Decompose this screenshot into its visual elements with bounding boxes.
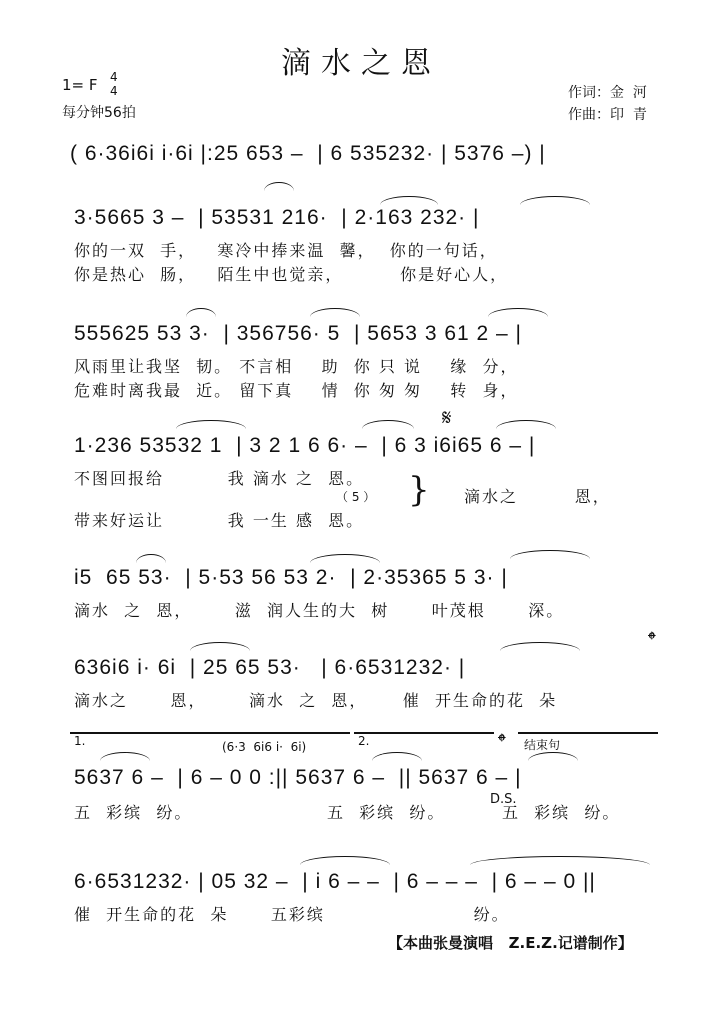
score-row-2-lyrics-2: 你是热心 肠， 陌生中也觉亲， 你是好心人， xyxy=(74,265,509,284)
score-row-1-notes: ( 6·36i6i i·6i |:25 653 – | 6 535232· | 5376 –) | xyxy=(70,142,546,165)
slur xyxy=(362,420,414,429)
slur xyxy=(510,550,590,559)
coda-symbol-bottom: 𝄌 xyxy=(498,730,506,755)
score-row-5-lyrics-1: 滴水 之 恩， 滋 润人生的大 树 叶茂根 深。 xyxy=(74,601,565,620)
composer: 作曲：印 青 xyxy=(568,107,647,123)
slur xyxy=(176,420,246,429)
score-row-4-aside-lyric: 滴水之 恩， xyxy=(464,487,611,506)
score-row-3-notes: 555625 53 3· | 356756· 5 | 5653 3 61 2 – | xyxy=(74,322,523,345)
slur xyxy=(500,642,580,651)
score-row-8-lyrics-1: 催 开生命的花 朵 五彩缤 纷。 xyxy=(74,905,510,924)
key-signature: 1= F xyxy=(62,76,98,94)
score-row-3-lyrics-1: 风雨里让我坚 韧。 不言相 助 你 只 说 缘 分， xyxy=(74,357,519,376)
time-signature-top: 4 xyxy=(110,70,118,84)
score-row-4-lyrics-1: 不图回报给 我 滴水 之 恩。 xyxy=(74,469,365,488)
score-row-8-notes: 6·6531232· | 05 32 – | i 6 – – | 6 – – – | 6 – – 0 || xyxy=(74,870,596,893)
ds-marking: D.S. xyxy=(490,792,517,807)
score-row-6-lyrics-1: 滴水之 恩， 滴水 之 恩， 催 开生命的花 朵 xyxy=(74,691,558,710)
coda-symbol-top: 𝄌 xyxy=(648,628,656,653)
score-row-4-notes: 1·236 53532 1 | 3 2 1 6 6· – | 6 3 i6i65 6 – | xyxy=(74,434,536,457)
volta-2-line xyxy=(354,732,494,734)
credit-footer: 【本曲张曼演唱 Z.E.Z.记谱制作】 xyxy=(388,934,633,952)
slur xyxy=(310,554,380,563)
volta-1-line xyxy=(70,732,350,734)
slur xyxy=(372,752,422,761)
slur xyxy=(380,196,438,205)
lyricist: 作词：金 河 xyxy=(568,85,647,101)
slur xyxy=(186,308,216,317)
ending-line xyxy=(518,732,658,734)
ending-label: 结束句 xyxy=(524,738,561,752)
brace: } xyxy=(408,470,430,510)
slur xyxy=(136,554,166,563)
score-row-2-lyrics-1: 你的一双 手， 寒冷中捧来温 馨， 你的一句话， xyxy=(74,241,498,260)
slur xyxy=(310,308,360,317)
slur xyxy=(264,182,294,191)
tempo: 每分钟56拍 xyxy=(62,105,136,121)
score-row-4-lyrics-2: 带来好运让 我 一生 感 恩。 xyxy=(74,511,365,530)
volta-2-label: 2. xyxy=(358,734,370,748)
time-signature-bottom: 4 xyxy=(110,84,118,98)
score-row-7-lyrics-1: 五 彩缤 纷。 五 彩缤 纷。 五 彩缤 纷。 xyxy=(74,803,621,822)
volta-1-label: 1. xyxy=(74,734,86,748)
score-row-6-notes: 636i6 i· 6i | 25 65 53· | 6·6531232· | xyxy=(74,656,466,679)
slur xyxy=(300,856,390,865)
slur xyxy=(190,642,250,651)
score-row-3-lyrics-2: 危难时离我最 近。 留下真 情 你 匆 匆 转 身， xyxy=(74,381,519,400)
song-title: 滴水之恩 xyxy=(281,46,441,81)
slur xyxy=(520,196,590,205)
slur xyxy=(100,752,150,761)
slur xyxy=(528,752,578,761)
slur xyxy=(488,308,548,317)
slur xyxy=(496,420,556,429)
score-row-7-notes: 5637 6 – | 6 – 0 0 :|| 5637 6 – || 5637 6 – | xyxy=(74,766,522,789)
slur xyxy=(470,856,650,865)
score-row-4-grace: （ 5 ） xyxy=(336,490,376,504)
segno-symbol: 𝄋 xyxy=(442,406,452,431)
score-row-5-notes: i5 65 53· | 5·53 56 53 2· | 2·35365 5 3· | xyxy=(74,566,508,589)
score-row-2-notes: 3·5665 3 – | 53531 216· | 2·163 232· | xyxy=(74,206,480,229)
volta-grace-notes: (6·3 6i6 i· 6i) xyxy=(222,740,307,754)
